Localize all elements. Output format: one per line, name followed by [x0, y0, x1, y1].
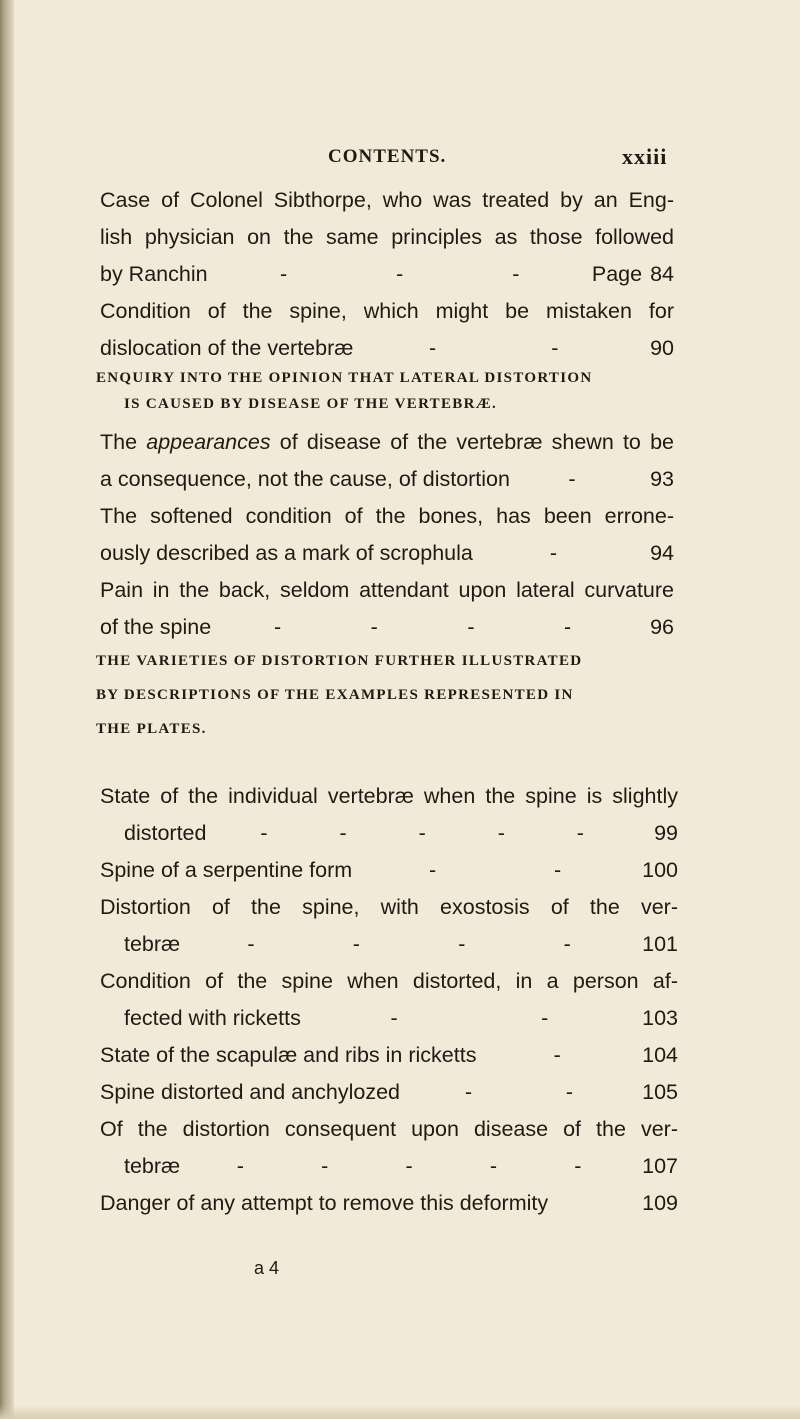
entry-line: Case of Colonel Sibthorpe, who was treated by an Eng-: [100, 188, 674, 212]
entry-leader-line: [100, 1074, 678, 1111]
entry-page-number: 99: [654, 821, 678, 845]
dot-leader: - - -: [280, 262, 520, 286]
entry-leader-line: [100, 926, 678, 963]
entry-text: tebræ: [124, 1154, 181, 1178]
signature-mark: a 4: [254, 1258, 280, 1278]
entry-line: Of the distortion consequent upon disease of the ver-: [100, 1117, 678, 1141]
page-prefix: Page: [591, 262, 643, 286]
dot-leader: - -: [429, 858, 562, 882]
entry-text: Spine distorted and anchylozed: [100, 1080, 401, 1104]
entry-text: Danger of any attempt to remove this deformity: [100, 1191, 549, 1215]
dot-leader: - -: [464, 1080, 574, 1104]
dot-leader: - -: [428, 336, 559, 360]
entry-text: ously described as a mark of scrophula: [100, 541, 473, 565]
toc-entry: [100, 1111, 678, 1185]
entry-page-number: 109: [642, 1191, 678, 1215]
contents-block-1: [100, 182, 674, 367]
dot-leader: - -: [390, 1006, 549, 1030]
section-enquiry-entries: [100, 424, 674, 646]
heading-line: IS CAUSED BY DISEASE OF THE VERTEBRÆ.: [124, 396, 498, 412]
dot-leader: - - - -: [273, 615, 572, 639]
page-bottom-shadow: [0, 1405, 800, 1419]
entry-line: [100, 424, 674, 461]
entry-page-number: 84: [650, 262, 674, 286]
entry-leader-line: [100, 1185, 678, 1222]
entry-line: lish physician on the same principles as those followed: [100, 225, 674, 249]
toc-entry: [100, 1074, 678, 1111]
section-heading: [96, 365, 676, 417]
toc-entry: [100, 963, 678, 1037]
toc-entry: [100, 889, 678, 963]
heading-line: THE VARIETIES OF DISTORTION FURTHER ILLUSTRATED: [96, 653, 583, 669]
entry-line: Condition of the spine, which might be mistaken for: [100, 299, 674, 323]
entry-page-number: 93: [650, 467, 674, 491]
entry-page-number: 100: [642, 858, 678, 882]
entry-text: tebræ: [124, 932, 181, 956]
entry-page-number: 104: [642, 1043, 678, 1067]
toc-entry: [100, 1037, 678, 1074]
entry-leader-line: [100, 535, 674, 572]
section-varieties-entries: [100, 778, 678, 1222]
entry-line: State of the individual vertebræ when the spine is slightly: [100, 784, 678, 808]
entry-leader-line: [100, 609, 674, 646]
entry-leader-line: [100, 1037, 678, 1074]
heading-line: THE PLATES.: [96, 721, 207, 737]
entry-leader-line: [100, 852, 678, 889]
section-heading: [96, 644, 686, 746]
toc-entry: [100, 182, 674, 293]
toc-entry: [100, 778, 678, 852]
entry-word: The: [100, 430, 138, 454]
entry-text: by Ranchin: [100, 262, 208, 286]
section-enquiry: [96, 365, 676, 417]
entry-page-number: 96: [650, 615, 674, 639]
entry-text: dislocation of the vertebræ: [100, 336, 354, 360]
dot-leader: - - - - -: [236, 1154, 582, 1178]
entry-text: of disease of the vertebræ shewn to be: [279, 430, 674, 454]
entry-text: a consequence, not the cause, of distortion: [100, 467, 510, 491]
dot-leader: - - - -: [247, 932, 571, 956]
entry-text: distorted: [124, 821, 207, 845]
entry-leader-line: [100, 461, 674, 498]
entry-leader-line: [100, 1000, 678, 1037]
page-number: xxiii: [622, 144, 668, 169]
page-edge-shadow: [0, 0, 14, 1419]
dot-leader: -: [568, 467, 576, 491]
dot-leader: - - - - -: [260, 821, 584, 845]
entry-page-number: 94: [650, 541, 674, 565]
entry-emphasis: appearances: [146, 430, 271, 454]
entry-text: fected with ricketts: [124, 1006, 301, 1030]
entry-page-number: 90: [650, 336, 674, 360]
entry-leader-line: [100, 330, 674, 367]
entry-page-number: 101: [642, 932, 678, 956]
toc-entry: [100, 293, 674, 367]
entry-text: State of the scapulæ and ribs in ricketts: [100, 1043, 477, 1067]
toc-entry: [100, 572, 674, 646]
heading-line: BY DESCRIPTIONS OF THE EXAMPLES REPRESENTED IN: [96, 687, 574, 703]
entry-leader-line: [100, 1148, 678, 1185]
entry-leader-line: [100, 256, 674, 293]
entry-line: Condition of the spine when distorted, in a person af-: [100, 969, 678, 993]
entry-line: Distortion of the spine, with exostosis of the ver-: [100, 895, 678, 919]
section-varieties: [96, 644, 686, 746]
toc-entry: [100, 1185, 678, 1222]
entry-page-number: 105: [642, 1080, 678, 1104]
entry-page-number: 103: [642, 1006, 678, 1030]
toc-entry: [100, 424, 674, 498]
entry-leader-line: [100, 815, 678, 852]
dot-leader: -: [549, 541, 558, 565]
heading-line: ENQUIRY INTO THE OPINION THAT LATERAL DISTORTION: [96, 370, 593, 386]
running-title: CONTENTS.: [328, 146, 447, 167]
toc-entry: [100, 498, 674, 572]
entry-page-number: 107: [642, 1154, 678, 1178]
dot-leader: -: [553, 1043, 561, 1067]
entry-text: of the spine: [100, 615, 212, 639]
entry-text: Spine of a serpentine form: [100, 858, 353, 882]
entry-line: Pain in the back, seldom attendant upon lateral curvature: [100, 578, 674, 602]
entry-line: The softened condition of the bones, has been errone-: [100, 504, 674, 528]
toc-entry: [100, 852, 678, 889]
